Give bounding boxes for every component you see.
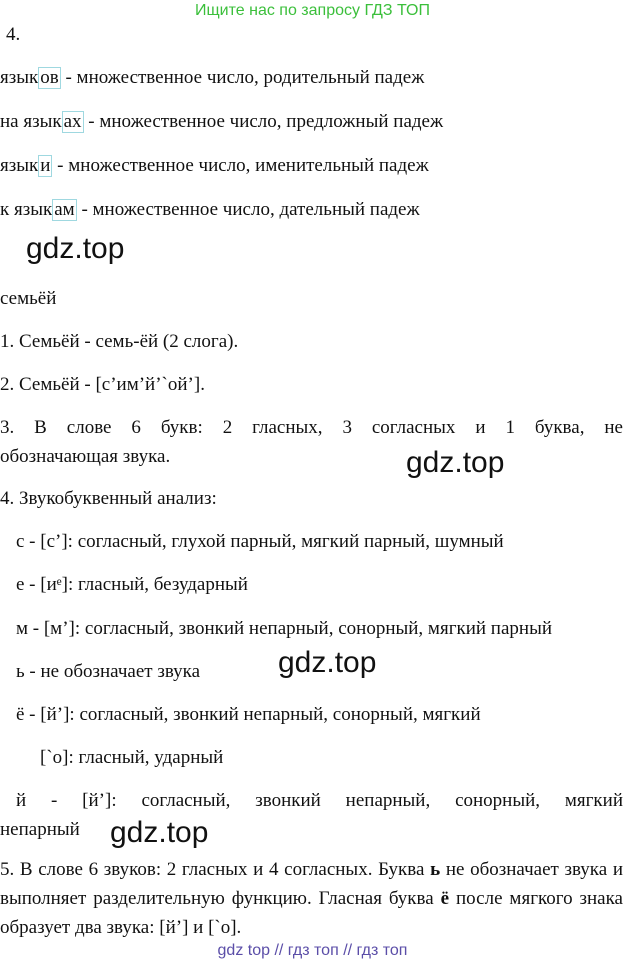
letter-analysis-y-line-2: непарный: [0, 819, 80, 840]
top-banner: Ищите нас по запросу ГДЗ ТОП: [195, 2, 430, 19]
summary-text: 5. В слове 6 звуков: 2 гласных и 4 согласных. Буква: [0, 859, 431, 880]
syllables-line: 1. Семьёй - семь-ёй (2 слога).: [0, 331, 239, 352]
summary-bold-letter: ь: [430, 859, 441, 880]
bottom-banner: gdz top // гдз топ // гдз топ: [217, 942, 408, 959]
word-form-description: - множественное число, предложный падеж: [83, 111, 444, 132]
ending-box: ам: [54, 199, 75, 220]
watermark: gdz.top: [26, 232, 125, 265]
word-form-description: - множественное число, родительный падеж: [60, 67, 425, 88]
letter-analysis-o-sound: [`о]: гласный, ударный: [40, 747, 224, 768]
watermark: gdz.top: [406, 446, 505, 479]
word-form-row: [0, 199, 420, 221]
letter-analysis-s: с - [с’]: согласный, глухой парный, мягкий парный, шумный: [16, 531, 504, 552]
word-form-row: [0, 111, 443, 133]
letter-analysis-e: е - [иᵉ]: гласный, безударный: [16, 574, 248, 595]
word-stem: язык: [0, 67, 39, 88]
word-stem: к язык: [0, 199, 53, 220]
summary-text: не обозначает звука и выполняет разделительную функцию. Гласная буква: [0, 859, 623, 909]
summary-bold-letter: ё: [440, 888, 450, 909]
summary-text: после мягкого знака образует два звука: [й’] и [`о].: [0, 888, 623, 938]
letters-count-line-1: 3. В слове 6 букв: 2 гласных, 3 согласных и 1 буква, не: [0, 417, 623, 438]
ending-box: ах: [63, 111, 82, 132]
watermark: gdz.top: [278, 646, 377, 679]
letters-count-line-2: обозначающая звука.: [0, 446, 171, 467]
ending-box: и: [40, 155, 51, 176]
word-form-row: [0, 155, 429, 177]
word-form-description: - множественное число, дательный падеж: [76, 199, 420, 220]
watermark: gdz.top: [110, 816, 209, 849]
transcription-line: 2. Семьёй - [с’им’й’`ой’].: [0, 374, 205, 395]
letter-analysis-yo: ё - [й’]: согласный, звонкий непарный, сонорный, мягкий: [16, 704, 481, 725]
word-form-row: [0, 67, 424, 89]
sounds-summary-paragraph: [0, 855, 623, 942]
task-number: 4.: [6, 24, 21, 45]
ending-box: ов: [40, 67, 59, 88]
word-stem: язык: [0, 155, 39, 176]
letter-analysis-y-line-1: й - [й’]: согласный, звонкий непарный, сонорный, мягкий: [16, 790, 623, 811]
letter-analysis-m: м - [м’]: согласный, звонкий непарный, сонорный, мягкий парный: [16, 618, 553, 639]
analysis-word: семьёй: [0, 288, 57, 309]
word-form-description: - множественное число, именительный падеж: [52, 155, 429, 176]
letter-analysis-soft-sign: ь - не обозначает звука: [16, 661, 201, 682]
analysis-heading: 4. Звукобуквенный анализ:: [0, 488, 217, 509]
word-stem: на язык: [0, 111, 62, 132]
